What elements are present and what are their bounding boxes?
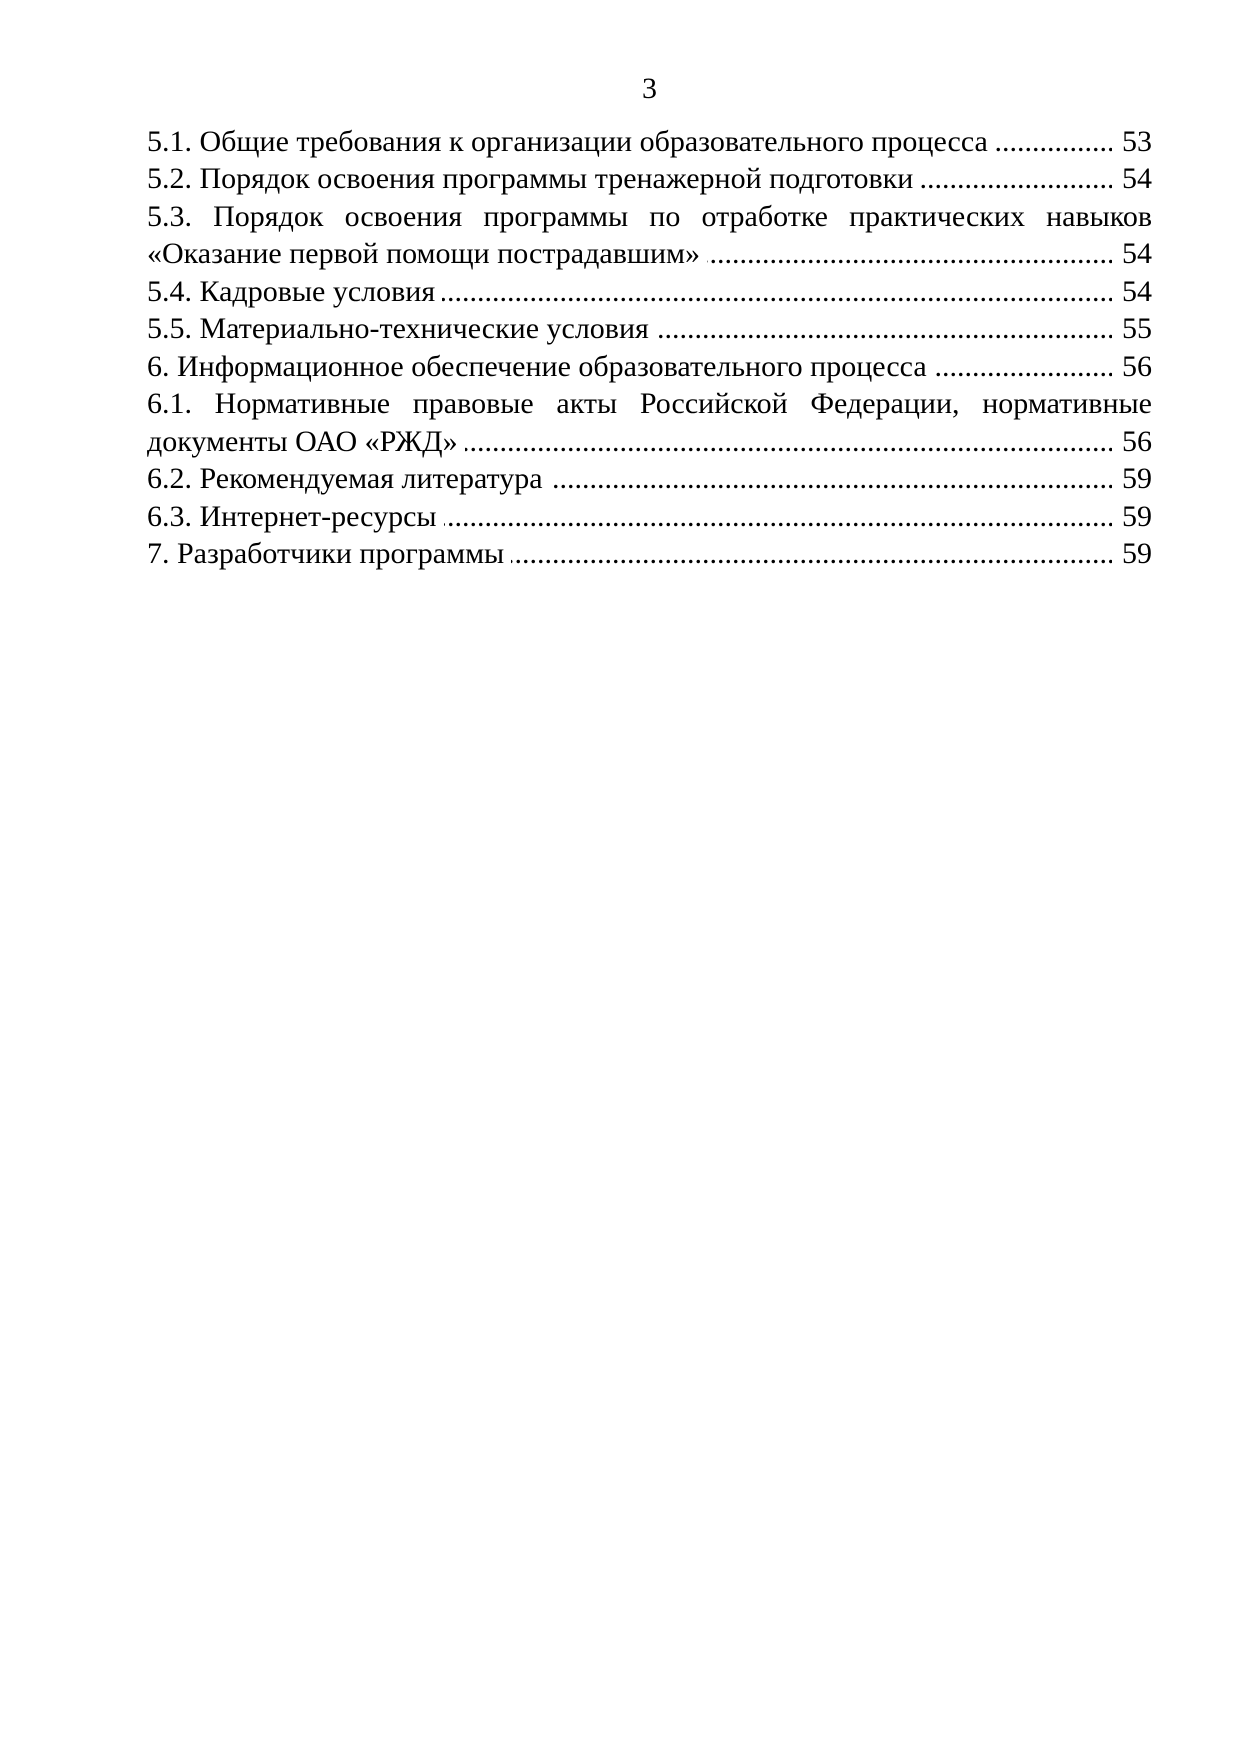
toc-entry [147,535,1152,573]
toc-entry-line1: 5.3. Порядок освоения программы по отработке практических навыков [147,199,1152,233]
toc-entry-line2: «Оказание первой помощи пострадавшим» [147,237,707,270]
toc-entry [147,198,1152,273]
toc-entry-line1: 6.1. Нормативные правовые акты Российской Федерации, нормативные [147,387,1152,420]
toc-entry [147,385,1152,460]
toc-entry [147,160,1152,198]
toc-entry [147,460,1152,498]
toc-entry-label: 6. Информационное обеспечение образовательного процесса [147,350,934,383]
toc-entry [147,273,1152,311]
page-number-header: 3 [642,72,657,105]
toc-entry-page: 53 [1112,123,1152,161]
toc-entry-page: 59 [1112,535,1152,573]
toc-entry-page: 59 [1112,460,1152,498]
toc-entry-label: 6.3. Интернет-ресурсы [147,500,444,533]
toc-entry [147,123,1152,161]
toc-entry-label: 7. Разработчики программы [147,537,511,570]
toc-entry-page: 54 [1112,235,1152,273]
page-content [0,0,1241,573]
toc-entry-label: 6.2. Рекомендуемая литература [147,462,550,495]
toc-entry-line2: документы ОАО «РЖД» [147,425,465,458]
toc-entry-page: 59 [1112,498,1152,536]
toc-entry [147,498,1152,536]
toc-entry-label: 5.4. Кадровые условия [147,275,442,308]
toc-entry [147,348,1152,386]
toc-entry-page: 56 [1112,348,1152,386]
toc-entry-page: 54 [1112,273,1152,311]
toc-entry-line2-row [147,235,1152,273]
toc-entry-page: 54 [1112,160,1152,198]
toc-entry-line2-row [147,423,1152,461]
toc-entry-page: 55 [1112,310,1152,348]
toc-entry-label: 5.1. Общие требования к организации образовательного процесса [147,125,995,158]
table-of-contents [147,123,1152,573]
toc-entry-label: 5.5. Материально-технические условия [147,312,656,345]
toc-entry [147,310,1152,348]
toc-entry-label: 5.2. Порядок освоения программы тренажерной подготовки [147,162,920,195]
toc-entry-page: 56 [1112,423,1152,461]
